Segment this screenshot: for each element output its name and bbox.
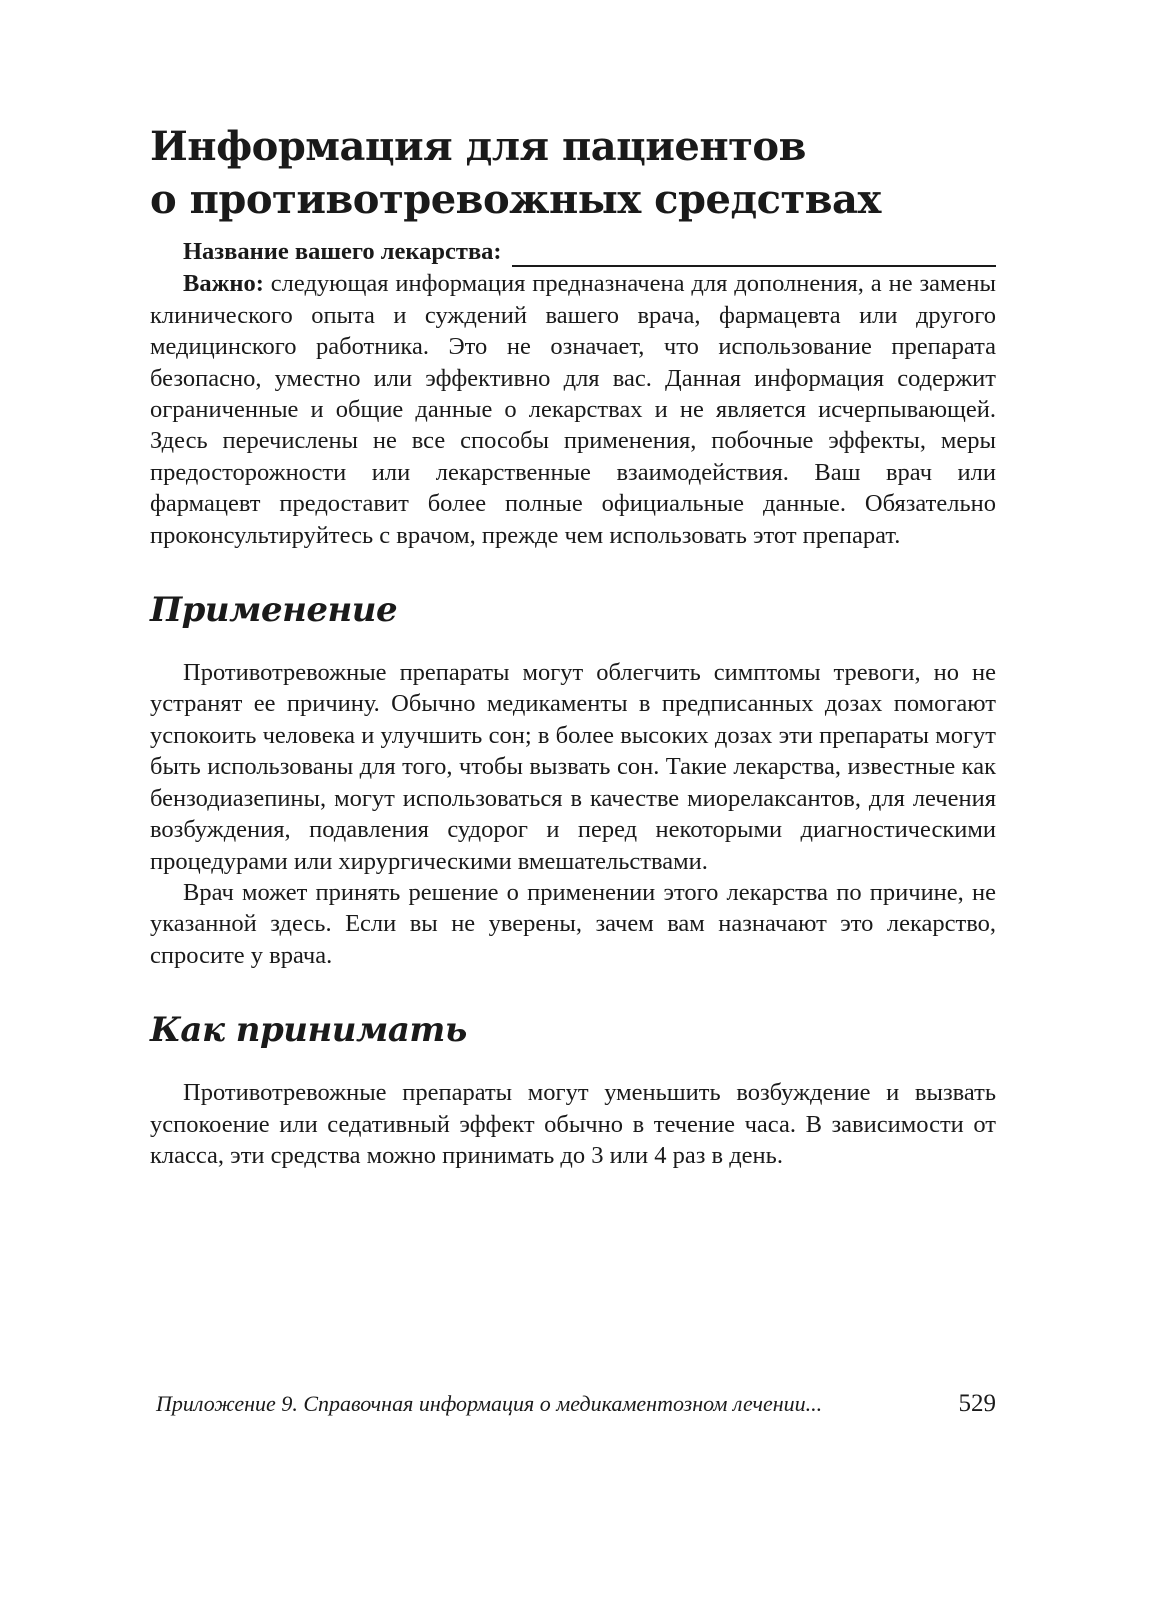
usage-paragraph-2: Врач может принять решение о применении этого лекарства по причине, не указанной здесь. Если вы не уверены, зачем вам назначают это лекарство, спросите у врача. — [150, 878, 996, 969]
section-heading-usage: Применение — [150, 590, 398, 631]
page-title — [150, 120, 996, 226]
how-to-take-paragraph-1: Противотревожные препараты могут уменьшить возбуждение и вызвать успокоение или седативный эффект обычно в течение часа. В зависимости от класса, эти средства можно принимать до 3 или 4 раз в день. — [150, 1079, 996, 1169]
drug-name-field — [183, 236, 996, 267]
page-title-line-1: Информация для пациентов — [150, 123, 806, 170]
page-number: 529 — [958, 1390, 996, 1417]
section-heading-how-to-take: Как принимать — [150, 1010, 467, 1051]
important-text: следующая информация предназначена для дополнения, а не замены клинического опыта и суждений вашего врача, фармацевта или другого медицинского работника. Это не означает, что использование препарата безопасно, уместно или эффективно для вас. Данная информация содержит ограниченные и общие данные о лекарствах и не является исчерпывающей. Здесь перечислены не все способы применения, побочные эффекты, меры предосторожности или лекарственные взаимодействия. Ваш врач или фармацевт предоставит более полные официальные данные. Обязательно проконсультируйтесь с врачом, прежде чем использовать этот препарат. — [150, 270, 996, 549]
important-label: Важно: — [183, 270, 264, 298]
drug-name-label: Название вашего лекарства: — [183, 238, 502, 265]
running-title: Приложение 9. Справочная информация о медикаментозном лечении... — [156, 1391, 823, 1416]
page-footer — [150, 1390, 996, 1418]
important-notice — [150, 268, 996, 551]
usage-paragraph-1: Противотревожные препараты могут облегчить симптомы тревоги, но не устранят ее причину. Обычно медикаменты в предписанных дозах помогают успокоить человека и улучшить сон; в более высоких дозах эти препараты могут быть использованы для того, чтобы вызвать сон. Такие лекарства, известные как бензодиазепины, могут использоваться в качестве миорелаксантов, для лечения возбуждения, подавления судорог и перед некоторыми диагностическими процедурами или хирургическими вмешательствами. — [150, 659, 996, 875]
drug-name-blank-line — [512, 241, 996, 267]
page-title-line-2: о противотревожных средствах — [150, 176, 881, 223]
document-page — [150, 120, 996, 1171]
